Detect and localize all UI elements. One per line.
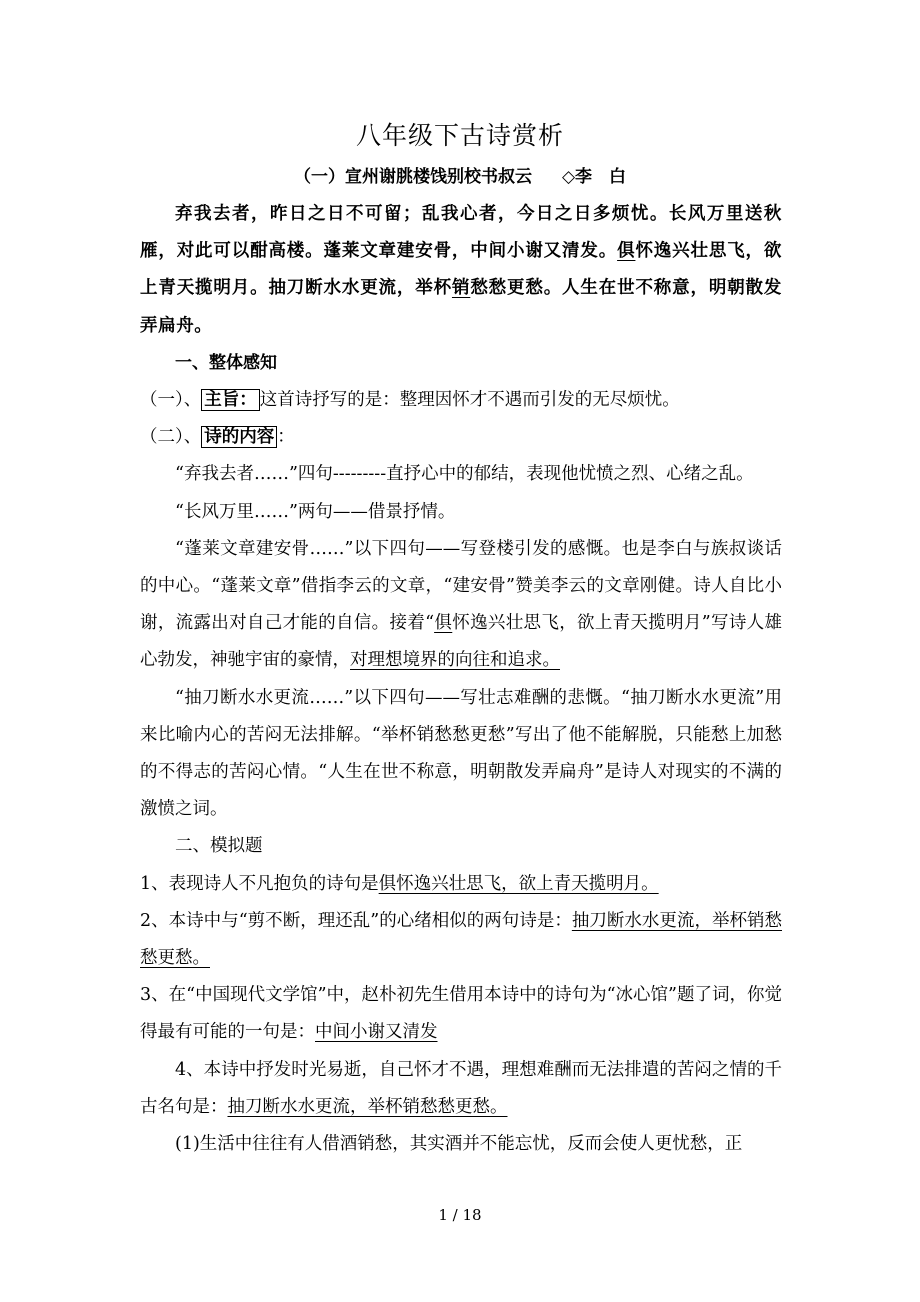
content-label-suffix: ： xyxy=(277,427,295,448)
question-5: (1)生活中往往有人借酒销愁，其实酒并不能忘忧，反而会使人更忧愁，正 xyxy=(175,1134,743,1155)
question-3 xyxy=(140,977,782,1051)
theme-label-box: 主旨： xyxy=(201,389,260,411)
answer-text: 抽刀断水水更流，举杯销愁愁更愁。 xyxy=(140,910,782,969)
answer-text: 俱怀逸兴壮思飞，欲上青天揽明月。 xyxy=(378,873,659,894)
underlined-phrase: 对理想境界的向往和追求。 xyxy=(350,650,560,671)
underlined-char: 俱 xyxy=(434,613,453,634)
answer-text: 中间小谢又清发 xyxy=(315,1022,438,1043)
paragraph-segment: 怀逸兴壮思飞，欲上青天揽明月”写诗人雄心勃发，神驰宇宙的豪情， xyxy=(140,613,783,671)
page-number: 1 / 18 xyxy=(438,1206,482,1224)
analysis-paragraph-1: “弃我去者……”四句---------直抒心中的郁结，表现他忧愤之烈、心绪之乱。 xyxy=(175,464,754,485)
poem-heading xyxy=(0,162,920,187)
question-4 xyxy=(140,1052,782,1126)
document-title: 八年级下古诗赏析 xyxy=(355,121,564,150)
analysis-paragraph-4: “抽刀断水水更流……”以下四句——写壮志难酬的悲慨。“抽刀断水水更流”用来比喻内心的苦闷无法排解。“举杯销愁愁更愁”写出了他不能解脱，只能愁上加愁的不得志的苦闷心情。“人生在世不称意，明朝散发弄扁舟”是诗人对现实的不满的激愤之词。 xyxy=(140,687,782,820)
poem-text xyxy=(140,196,782,345)
analysis-paragraph-3 xyxy=(140,531,782,680)
poem-segment: 怀逸兴壮思飞，欲上青天揽明月。抽刀断水水更流，举杯 xyxy=(140,241,782,299)
poem-underlined-char: 俱 xyxy=(617,241,636,262)
question-text: 4、本诗中抒发时光易逝，自己怀才不遇，理想难酬而无法排遣的苦闷之情的千古名句是： xyxy=(140,1059,782,1117)
item-prefix: （一）、 xyxy=(140,390,202,411)
paragraph-segment: “蓬莱文章建安骨……”以下四句——写登楼引发的感慨。也是李白与族叔谈话的中心。“蓬莱文章”借指李云的文章，“建安骨”赞美李云的文章刚健。诗人自比小谢，流露出对自己才能的自信。接着“ xyxy=(140,538,782,634)
question-text: 3、在“中国现代文学馆”中，赵朴初先生借用本诗中的诗句为“冰心馆”题了词，你觉得最有可能的一句是： xyxy=(140,985,782,1043)
section-heading-practice: 二、模拟题 xyxy=(175,836,263,857)
poem-author: ◇李 白 xyxy=(561,167,627,187)
analysis-paragraph-2: “长风万里……”两句——借景抒情。 xyxy=(175,501,456,522)
section-heading-overview: 一、整体感知 xyxy=(175,352,277,373)
theme-text: 这首诗抒写的是：整理因怀才不遇而引发的无尽烦忧。 xyxy=(259,390,680,411)
content-line xyxy=(140,419,782,456)
question-text: 2、本诗中与“剪不断，理还乱”的心绪相似的两句诗是： xyxy=(140,910,572,931)
item-prefix: （二）、 xyxy=(140,427,202,448)
question-2 xyxy=(140,903,782,977)
question-1 xyxy=(140,866,782,903)
answer-text: 抽刀断水水更流，举杯销愁愁更愁。 xyxy=(227,1096,508,1117)
poem-title: （一）宣州谢朓楼饯别校书叔云 xyxy=(293,167,532,187)
poem-underlined-char: 销 xyxy=(451,278,471,299)
question-text: 1、表现诗人不凡抱负的诗句是 xyxy=(140,873,379,894)
document-body xyxy=(140,196,782,1163)
content-label-box: 诗的内容 xyxy=(201,426,277,448)
theme-line xyxy=(140,382,782,419)
poem-segment: 弃我去者，昨日之日不可留；乱我心者，今日之日多烦忧。长风万里送秋雁，对此可以酣高楼。蓬莱文章建安骨，中间小谢又清发。 xyxy=(140,204,782,262)
poem-segment: 愁愁更愁。人生在世不称意，明朝散发弄扁舟。 xyxy=(140,278,783,336)
